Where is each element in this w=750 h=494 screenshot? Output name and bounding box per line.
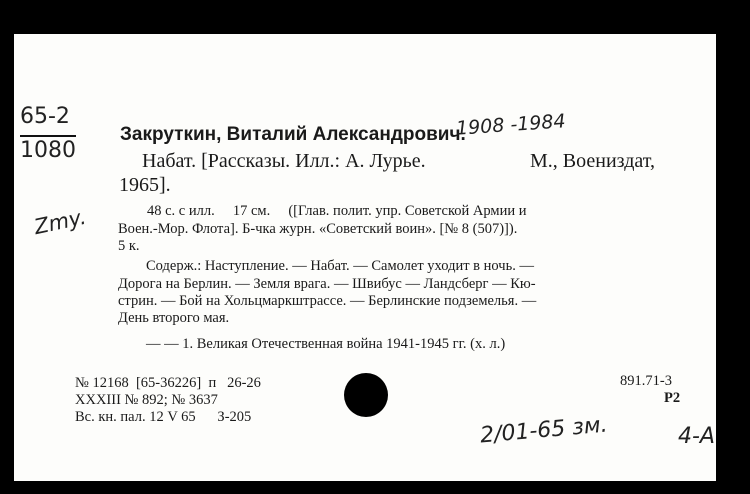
classification-code: 891.71-3 bbox=[620, 373, 672, 389]
series-line: Воен.-Мор. Флота]. Б-чка журн. «Советский воин». [№ 8 (507)]). bbox=[118, 221, 518, 237]
call-number-bottom: 1080 bbox=[20, 138, 76, 163]
classification-mark: Р2 bbox=[664, 390, 681, 406]
call-number-top: 65-2 bbox=[20, 104, 70, 129]
contents-line-4: День второго мая. bbox=[118, 310, 230, 326]
registry-line-1: № 12168 [65-36226] п 26-26 bbox=[75, 375, 261, 391]
registry-line-3: Вс. кн. пал. 12 V 65 З-205 bbox=[75, 409, 252, 425]
collation-line: 48 с. с илл. 17 см. ([Глав. полит. упр. Советской Армии и bbox=[147, 203, 527, 219]
contents-line-2: Дорога на Берлин. — Земля врага. — Швибус — Ландсберг — Кю- bbox=[118, 276, 536, 292]
card-punch-hole bbox=[344, 373, 388, 417]
author-dates: 1908 -1984 bbox=[455, 110, 567, 140]
author-name: Закруткин, Виталий Александрович. bbox=[120, 124, 466, 145]
price: 5 к. bbox=[118, 238, 140, 254]
handwritten-corner-note: 4-A bbox=[678, 424, 715, 449]
registry-line-2: XXXIII № 892; № 3637 bbox=[75, 392, 218, 408]
margin-note: Zmy. bbox=[32, 204, 89, 240]
contents-line-1: Содерж.: Наступление. — Набат. — Самолет уходит в ночь. — bbox=[146, 258, 534, 274]
contents-line-3: стрин. — Бой на Хольцмаркштрассе. — Берлинские подземелья. — bbox=[118, 293, 537, 309]
publisher: М., Воениздат, bbox=[530, 150, 655, 172]
title-line: Набат. [Рассказы. Илл.: А. Лурье. bbox=[142, 150, 426, 172]
publication-year: 1965]. bbox=[119, 174, 171, 196]
handwritten-bottom-note: 2/01-65 зм. bbox=[479, 412, 609, 449]
subject-heading: — — 1. Великая Отечественная война 1941-1945 гг. (х. л.) bbox=[146, 336, 506, 352]
call-number-divider bbox=[20, 135, 76, 137]
